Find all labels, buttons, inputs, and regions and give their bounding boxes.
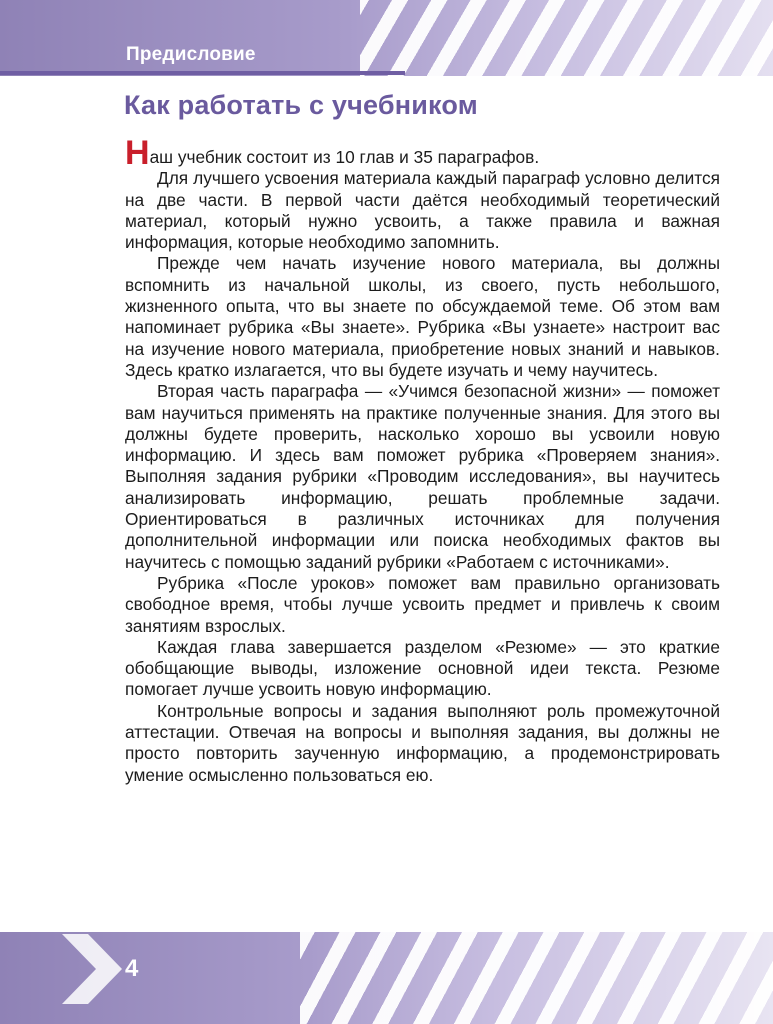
paragraph-2: Для лучшего усвоения материала каждый параграф условно делится на две части. В первой части даётся необходимый теоретический материал, который нужно усвоить, а также правила и важная информация, которые необходимо запомнить. — [125, 168, 720, 253]
section-label-underline — [0, 71, 405, 75]
drop-cap: Н — [125, 134, 150, 172]
page-title: Как работать с учебником — [124, 90, 478, 120]
header-stripes — [360, 0, 773, 76]
page-number: 4 — [125, 955, 139, 982]
section-label: Предисловие — [126, 44, 256, 65]
paragraph-3: Прежде чем начать изучение нового материала, вы должны вспомнить из начальной школы, из своего, пусть небольшого, жизненного опыта, что вы знаете по обсуждаемой теме. Об этом вам напоминает рубрика «Вы знаете». Рубрика «Вы узнаете» настроит вас на изучение нового материала, приобретение новых знаний и навыков. Здесь кратко излагается, что вы будете изучать и чему научитесь. — [125, 253, 720, 380]
paragraph-5: Рубрика «После уроков» поможет вам правильно организовать свободное время, чтобы лучше усвоить предмет и привлечь к своим занятиям взрослых. — [125, 572, 720, 636]
paragraph-6: Каждая глава завершается разделом «Резюме» — это краткие обобщающие выводы, изложение основной идеи текста. Резюме помогает лучше усвоить новую информацию. — [125, 636, 720, 700]
paragraph-7: Контрольные вопросы и задания выполняют роль промежуточной аттестации. Отвечая на вопросы и выполняя задания, вы должны не просто повторить заученную информацию, а продемонстрировать умение осмысленно пользоваться ею. — [125, 700, 720, 785]
header-band — [0, 0, 773, 76]
paragraph-4: Вторая часть параграфа — «Учимся безопасной жизни» — поможет вам научиться применять на практике полученные знания. Для этого вы должны будете проверить, насколько хорошо вы усвоили новую информацию. И здесь вам поможет рубрика «Проверяем знания». Выполняя задания рубрики «Проводим исследования», вы научитесь анализировать информацию, решать проблемные задачи. Ориентироваться в различных источниках для получения дополнительной информации или поиска необходимых фактов вы научитесь с помощью заданий рубрики «Работаем с источниками». — [125, 381, 720, 572]
body-text — [125, 134, 720, 786]
chevron-right-icon — [62, 934, 122, 1004]
paragraph-1 — [125, 134, 720, 172]
footer-stripes — [300, 932, 773, 1024]
paragraph-1-text: аш учебник состоит из 10 глав и 35 параграфов. — [149, 147, 540, 167]
